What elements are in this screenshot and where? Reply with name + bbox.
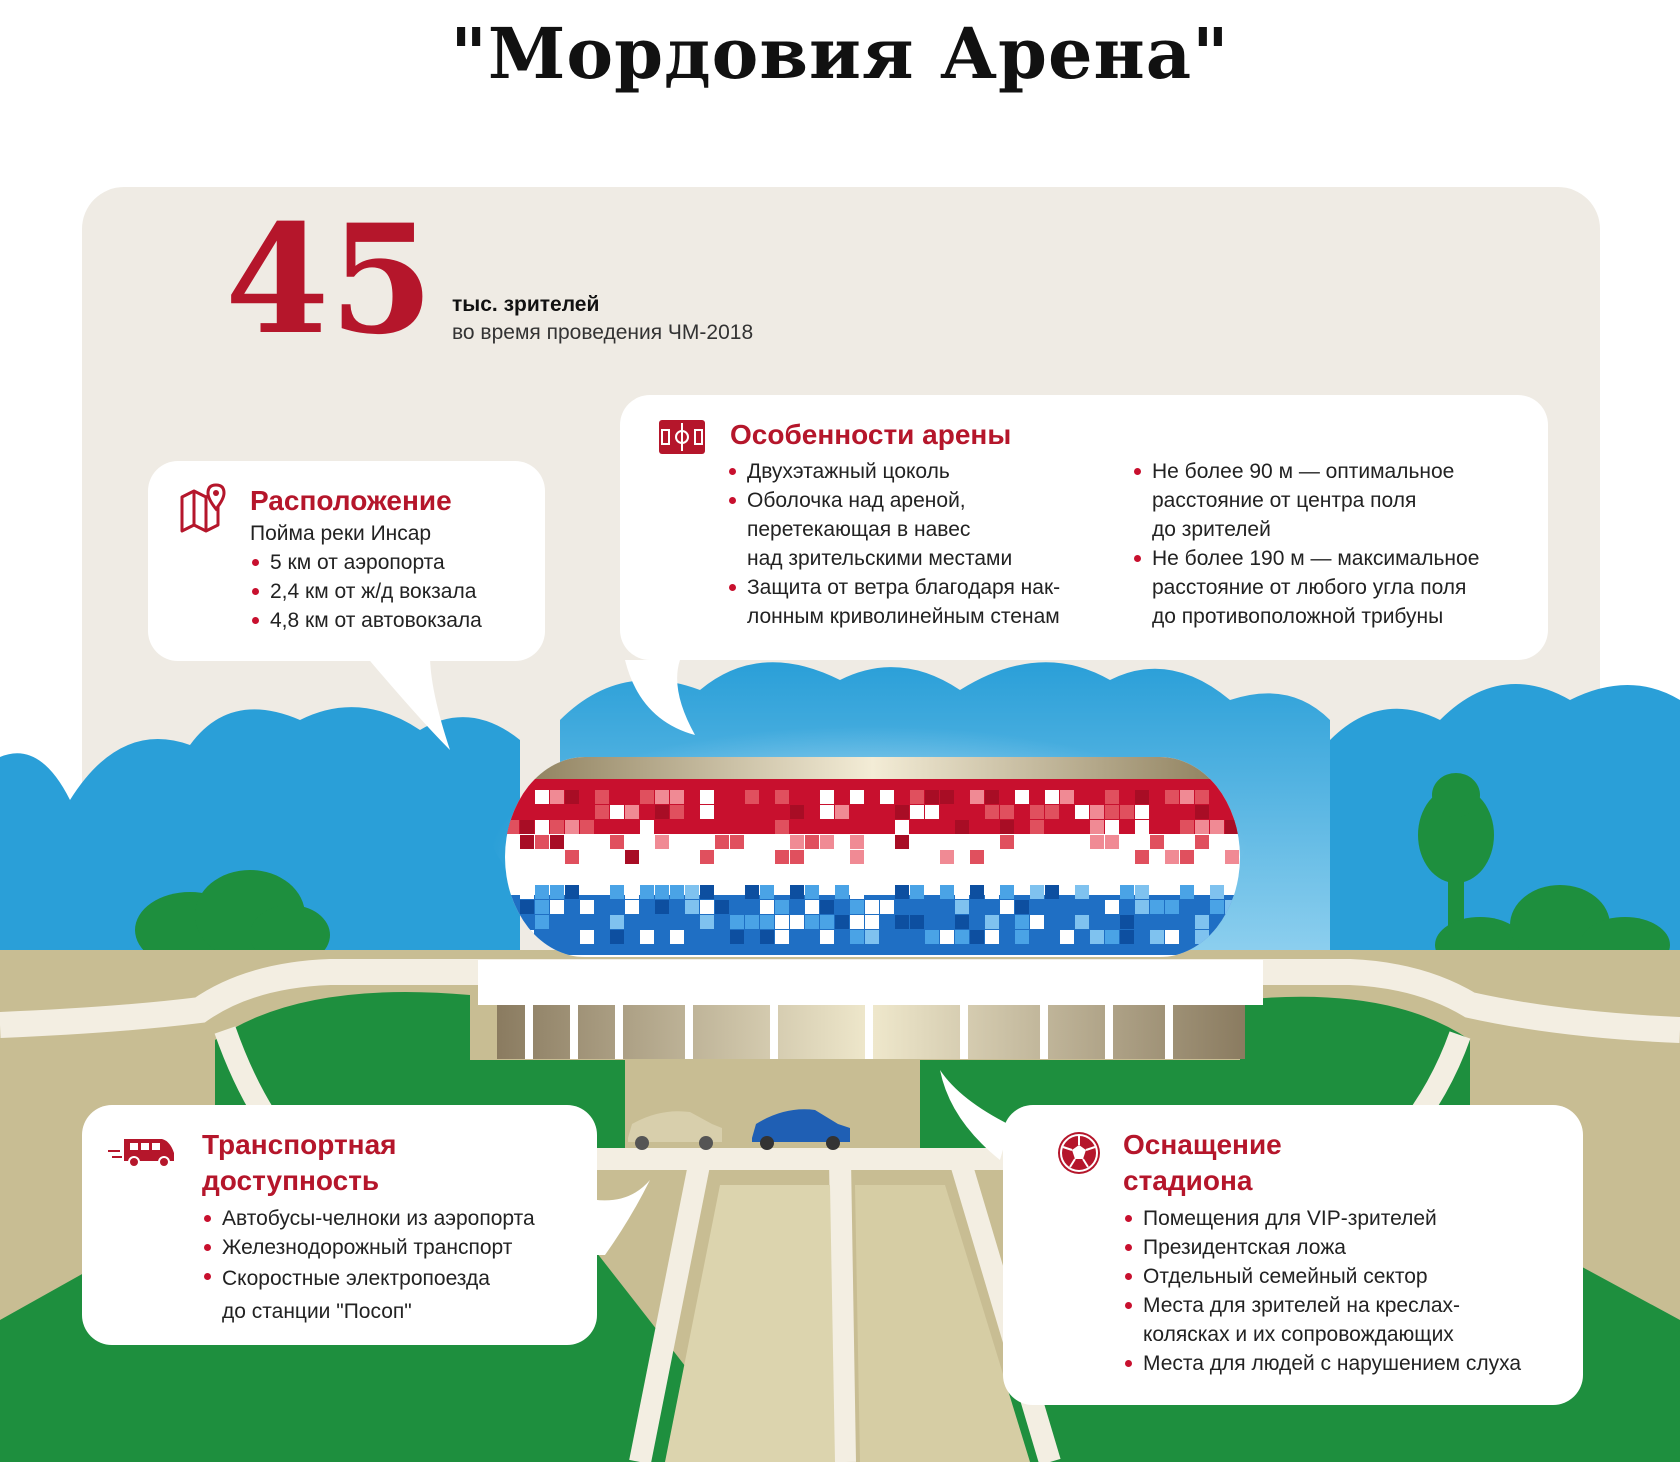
capacity-subtitle: во время проведения ЧМ-2018 xyxy=(452,321,754,344)
capacity-label: тыс. зрителей xyxy=(452,293,600,316)
list-item: Не более 90 м — оптимальное расстояние от центра поля до зрителей xyxy=(1132,457,1532,544)
list-item: Защита от ветра благодаря нак- лонным криволинейным стенам xyxy=(727,573,1127,631)
features-list-left xyxy=(727,457,1127,631)
transport-title xyxy=(202,1127,587,1200)
list-item: Двухэтажный цоколь xyxy=(727,457,1127,486)
list-item: 4,8 км от автовокзала xyxy=(250,606,525,635)
stadium xyxy=(478,757,1263,1059)
soccer-ball-icon xyxy=(1055,1129,1103,1177)
list-item: 2,4 км от ж/д вокзала xyxy=(250,577,525,606)
location-card xyxy=(148,461,545,661)
list-item: Автобусы-челноки из аэропорта xyxy=(202,1204,587,1233)
equipment-list xyxy=(1123,1204,1573,1378)
equipment-title xyxy=(1123,1127,1573,1200)
bus-icon xyxy=(108,1135,178,1169)
list-item: Места для зрителей на креслах- колясках и их сопровождающих xyxy=(1123,1291,1573,1349)
list-item: Железнодорожный транспорт xyxy=(202,1233,587,1262)
transport-card xyxy=(82,1105,597,1345)
list-item: Помещения для VIP-зрителей xyxy=(1123,1204,1573,1233)
list-item: Оболочка над ареной, перетекающая в навес над зрительскими местами xyxy=(727,486,1127,573)
transport-list xyxy=(202,1204,587,1328)
equipment-title-line2: стадиона xyxy=(1123,1165,1253,1197)
list-item: 5 км от аэропорта xyxy=(250,548,525,577)
capacity-number: 45 xyxy=(225,192,434,368)
list-item: Места для людей с нарушением слуха xyxy=(1123,1349,1573,1378)
transport-title-line2: доступность xyxy=(202,1165,380,1197)
list-item: Отдельный семейный сектор xyxy=(1123,1262,1573,1291)
list-item: Скоростные электропоезда до станции "Посоп" xyxy=(202,1262,587,1328)
page-title: "Мордовия Арена" xyxy=(450,12,1230,95)
location-list xyxy=(250,548,525,635)
map-pin-icon xyxy=(178,483,230,533)
location-title: Расположение xyxy=(250,485,452,516)
equipment-title-line1: Оснащение xyxy=(1123,1129,1282,1160)
equipment-card xyxy=(1003,1105,1583,1405)
features-card xyxy=(620,395,1548,660)
features-title: Особенности арены xyxy=(730,419,1012,450)
features-list-right xyxy=(1132,457,1532,631)
location-subtitle: Пойма реки Инсар xyxy=(250,522,432,546)
list-item: Не более 190 м — максимальное расстояние от любого угла поля до противоположной трибуны xyxy=(1132,544,1532,631)
list-item: Президентская ложа xyxy=(1123,1233,1573,1262)
football-field-icon xyxy=(658,419,706,455)
transport-title-line1: Транспортная xyxy=(202,1129,397,1160)
